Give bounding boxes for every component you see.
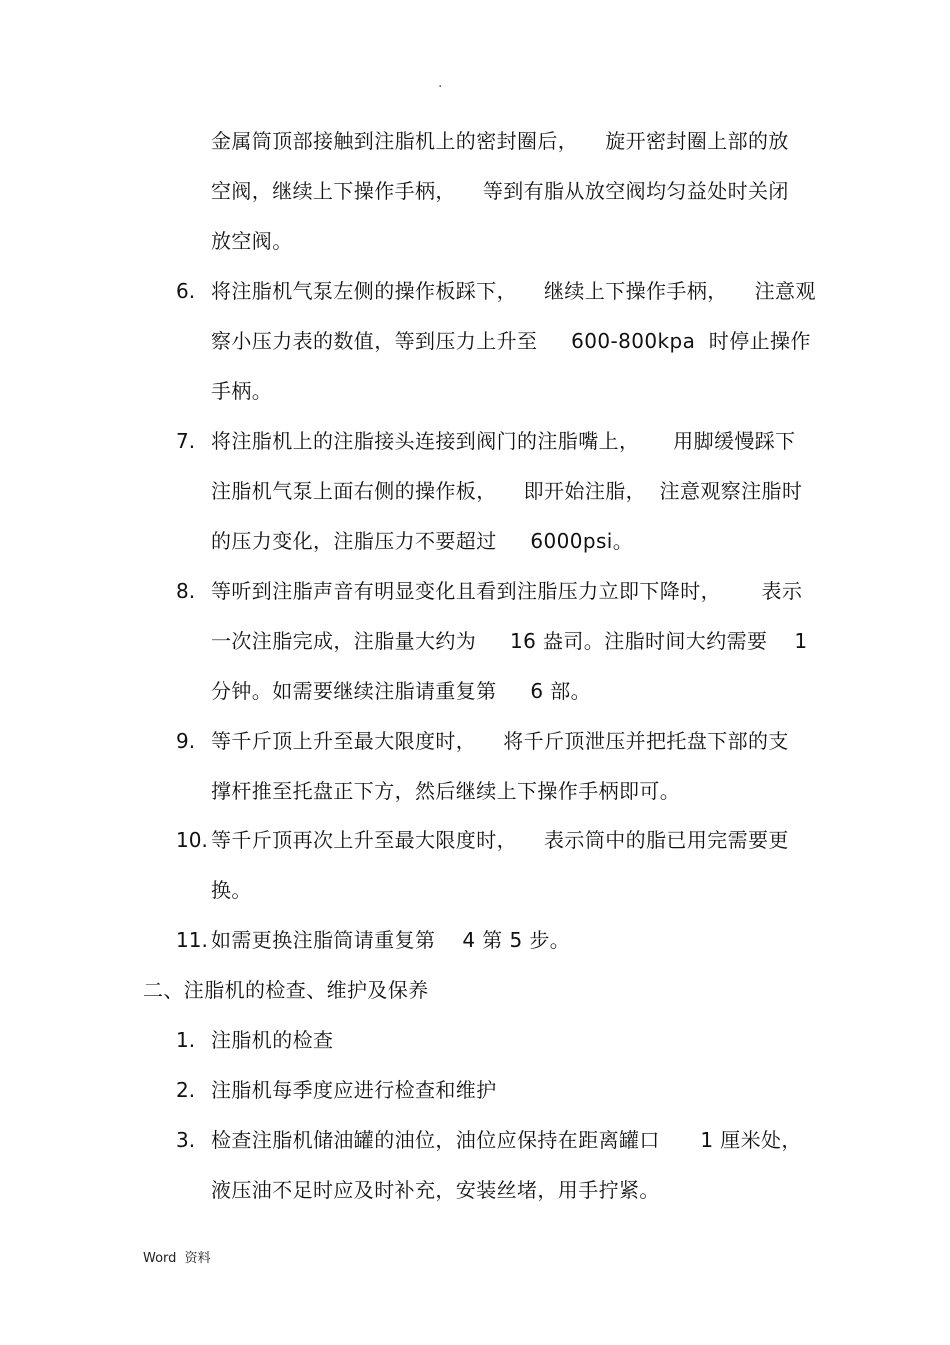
section-item-2-line-1: 注脂机每季度应进行检查和维护 <box>211 1078 497 1102</box>
item-10-number: 10. <box>176 828 208 852</box>
item-7-number: 7. <box>176 429 196 453</box>
item-9-line-1: 等千斤顶上升至最大限度时， 将千斤顶泄压并把托盘下部的支 <box>211 729 789 753</box>
section-item-3-line-1: 检查注脂机储油罐的油位，油位应保持在距离罐口 1 厘米处， <box>211 1128 802 1152</box>
footer-label: Word 资料 <box>143 1251 211 1266</box>
item-10-line-2: 换。 <box>211 878 252 902</box>
item-6-number: 6. <box>176 279 196 303</box>
item-11-line-1: 如需更换注脂筒请重复第 4 第 5 步。 <box>211 928 571 952</box>
item-10-line-1: 等千斤顶再次上升至最大限度时， 表示筒中的脂已用完需要更 <box>211 828 789 852</box>
section-item-2-number: 2. <box>176 1078 196 1102</box>
item-9-number: 9. <box>176 729 196 753</box>
item-5-line-1: 金属筒顶部接触到注脂机上的密封圈后， 旋开密封圈上部的放 <box>211 129 789 153</box>
header-dot: . <box>438 75 443 91</box>
item-7-line-3: 的压力变化，注脂压力不要超过 6000psi。 <box>211 529 634 553</box>
section-item-1-line-1: 注脂机的检查 <box>211 1028 334 1052</box>
item-9-line-2: 撑杆推至托盘正下方，然后继续上下操作手柄即可。 <box>211 779 681 803</box>
item-8-line-1: 等听到注脂声音有明显变化且看到注脂压力立即下降时， 表示 <box>211 579 803 603</box>
item-7-line-2: 注脂机气泵上面右侧的操作板， 即开始注脂， 注意观察注脂时 <box>211 479 803 503</box>
item-11-number: 11. <box>176 928 208 952</box>
section-item-1-number: 1. <box>176 1028 196 1052</box>
item-6-line-3: 手柄。 <box>211 379 273 403</box>
item-5-line-3: 放空阀。 <box>211 229 293 253</box>
item-5-line-2: 空阀，继续上下操作手柄， 等到有脂从放空阀均匀益处时关闭 <box>211 179 789 203</box>
item-6-line-2: 察小压力表的数值，等到压力上升至 600-800kpa 时停止操作 <box>211 329 811 353</box>
section-item-3-line-2: 液压油不足时应及时补充，安装丝堵，用手拧紧。 <box>211 1178 660 1202</box>
section-heading: 二、注脂机的检查、维护及保养 <box>143 978 429 1002</box>
item-6-line-1: 将注脂机气泵左侧的操作板踩下， 继续上下操作手柄， 注意观 <box>211 279 816 303</box>
item-8-line-2: 一次注脂完成，注脂量大约为 16 盎司。注脂时间大约需要 1 <box>211 629 808 653</box>
item-8-line-3: 分钟。如需要继续注脂请重复第 6 部。 <box>211 679 592 703</box>
section-item-3-number: 3. <box>176 1128 196 1152</box>
item-8-number: 8. <box>176 579 196 603</box>
item-7-line-1: 将注脂机上的注脂接头连接到阀门的注脂嘴上， 用脚缓慢踩下 <box>211 429 796 453</box>
